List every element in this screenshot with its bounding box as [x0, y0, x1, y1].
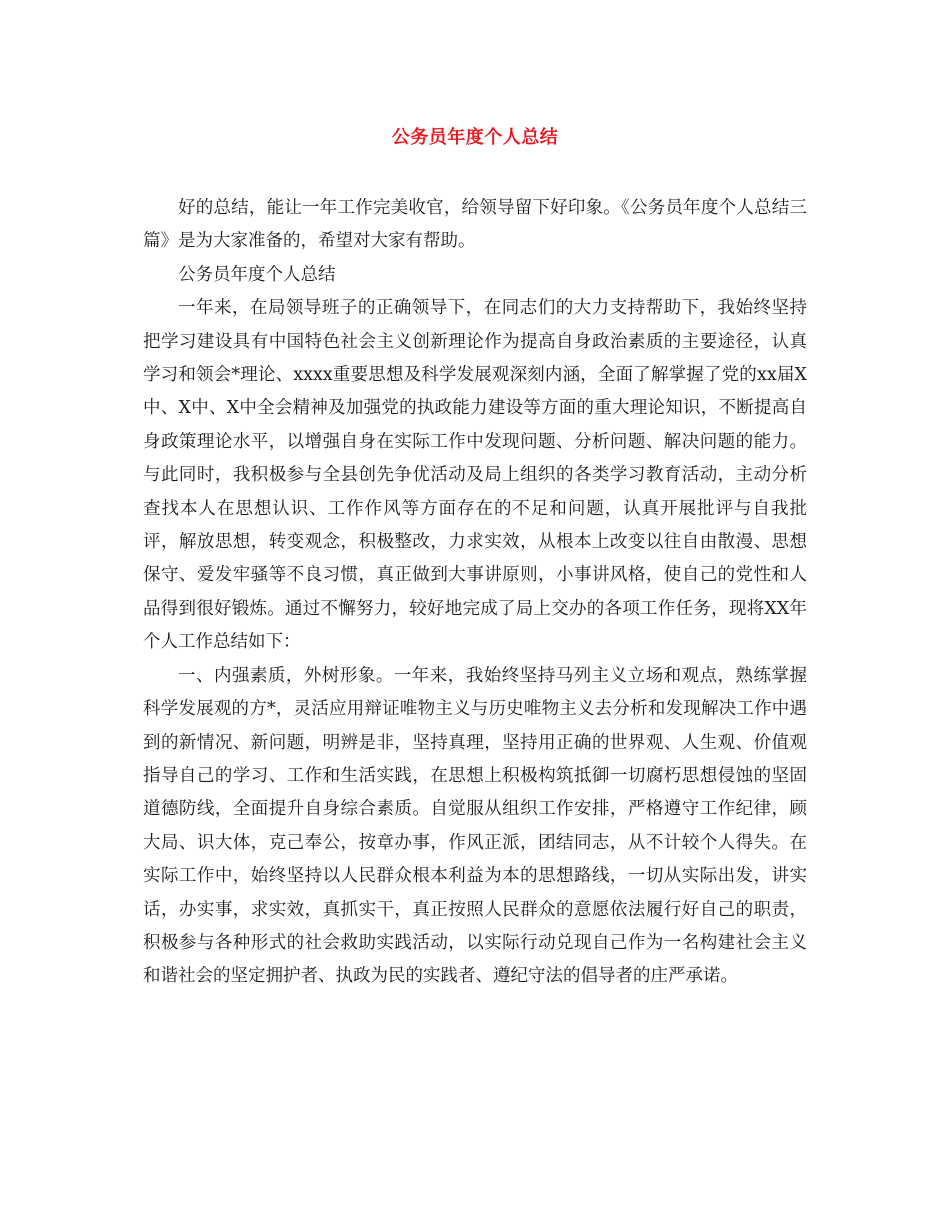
- document-body: [143, 192, 807, 994]
- paragraph-section-one: 一、内强素质，外树形象。一年来，我始终坚持马列主义立场和观点，熟练掌握科学发展观的方*，灵活应用辩证唯物主义与历史唯物主义去分析和发现解决工作中遇到的新情况、新问题，明辨是非，坚持真理，坚持用正确的世界观、人生观、价值观指导自己的学习、工作和生活实践，在思想上积极构筑抵御一切腐朽思想侵蚀的坚固道德防线，全面提升自身综合素质。自觉服从组织工作安排，严格遵守工作纪律，顾大局、识大体，克己奉公，按章办事，作风正派，团结同志，从不计较个人得失。在实际工作中，始终坚持以人民群众根本利益为本的思想路线，一切从实际出发，讲实话，办实事，求实效，真抓实干，真正按照人民群众的意愿依法履行好自己的职责，积极参与各种形式的社会救助实践活动，以实际行动兑现自己作为一名构建社会主义和谐社会的坚定拥护者、执政为民的实践者、遵纪守法的倡导者的庄严承诺。: [143, 665, 807, 987]
- paragraph-subtitle: 公务员年度个人总结: [178, 264, 336, 285]
- document-title: 公务员年度个人总结: [391, 127, 559, 148]
- paragraph-overview: 一年来，在局领导班子的正确领导下，在同志们的大力支持帮助下，我始终坚持把学习建设具有中国特色社会主义创新理论作为提高自身政治素质的主要途径，认真学习和领会*理论、xxxx重要思想及科学发展观深刻内涵，全面了解掌握了党的xx届X中、X中、X中全会精神及加强党的执政能力建设等方面的重大理论知识，不断提高自身政策理论水平，以增强自身在实际工作中发现问题、分析问题、解决问题的能力。与此同时，我积极参与全县创先争优活动及局上组织的各类学习教育活动，主动分析查找本人在思想认识、工作作风等方面存在的不足和问题，认真开展批评与自我批评，解放思想，转变观念，积极整改，力求实效，从根本上改变以往自由散漫、思想保守、爱发牢骚等不良习惯，真正做到大事讲原则，小事讲风格，使自己的党性和人品得到很好锻炼。通过不懈努力，较好地完成了局上交办的各项工作任务，现将XX年个人工作总结如下：: [143, 298, 807, 653]
- paragraph-intro: 好的总结，能让一年工作完美收官，给领导留下好印象。《公务员年度个人总结三篇》是为大家准备的，希望对大家有帮助。: [143, 198, 807, 252]
